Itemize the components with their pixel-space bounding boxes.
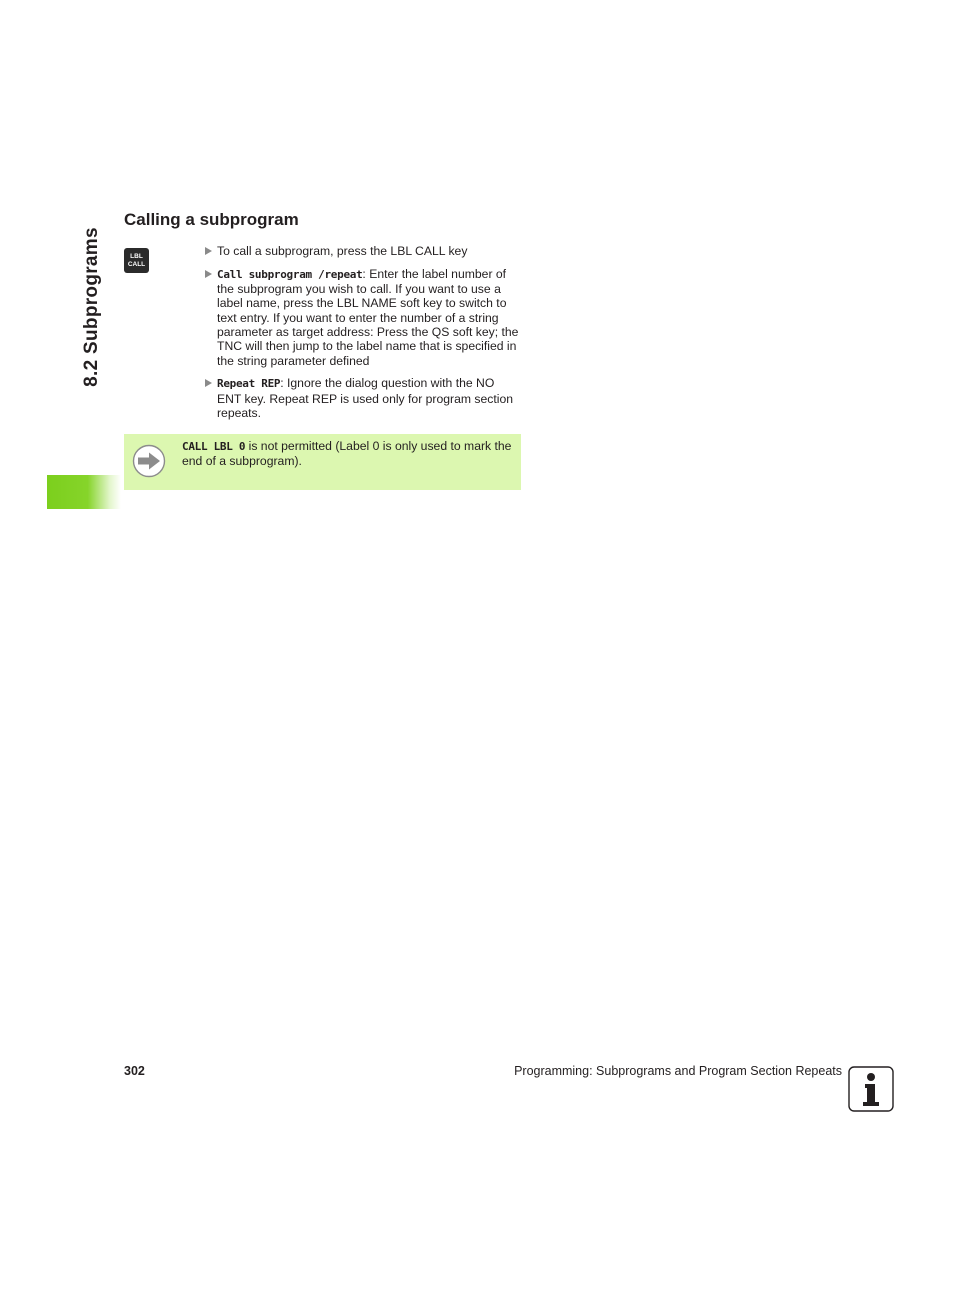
lbl-call-key-icon [124,248,149,273]
step-code: Call subprogram /repeat [217,267,363,281]
info-icon [848,1066,894,1112]
triangle-bullet-icon [205,379,212,387]
step-list [204,244,520,429]
note-body: is not permitted (Label 0 is only used to mark the end of a subprogram). [182,439,512,469]
note-box [124,434,521,490]
triangle-bullet-icon [205,247,212,255]
chapter-side-tab [78,212,106,402]
note-text [182,439,514,469]
step-item [204,244,520,258]
step-code: Repeat REP [217,377,281,391]
arrow-right-icon [132,444,166,478]
triangle-bullet-icon [205,270,212,278]
chapter-marker [47,475,121,509]
step-item [204,267,520,368]
chapter-side-tab-label: 8.2 Subprograms [81,227,102,387]
note-code: CALL LBL 0 [182,440,246,453]
step-text: To call a subprogram, press the LBL CALL key [217,244,468,258]
footer-title: Programming: Subprograms and Program Section Repeats [514,1064,842,1078]
key-label-line2: CALL [127,260,146,268]
step-item [204,376,520,420]
key-label-line1: LBL [130,252,143,260]
section-heading: Calling a subprogram [124,210,299,229]
page-number: 302 [124,1064,145,1078]
step-text: : Ignore the dialog question with the NO ENT key. Repeat REP is used only for program section repeats. [217,376,514,420]
step-text: : Enter the label number of the subprogram you wish to call. If you want to use a label name, press the LBL NAME soft key to switch to text entry. If you want to enter the number of a string parameter as target address: Press the QS soft key; the TNC will then jump to the label name that is specified in the string parameter defined [217,266,519,368]
